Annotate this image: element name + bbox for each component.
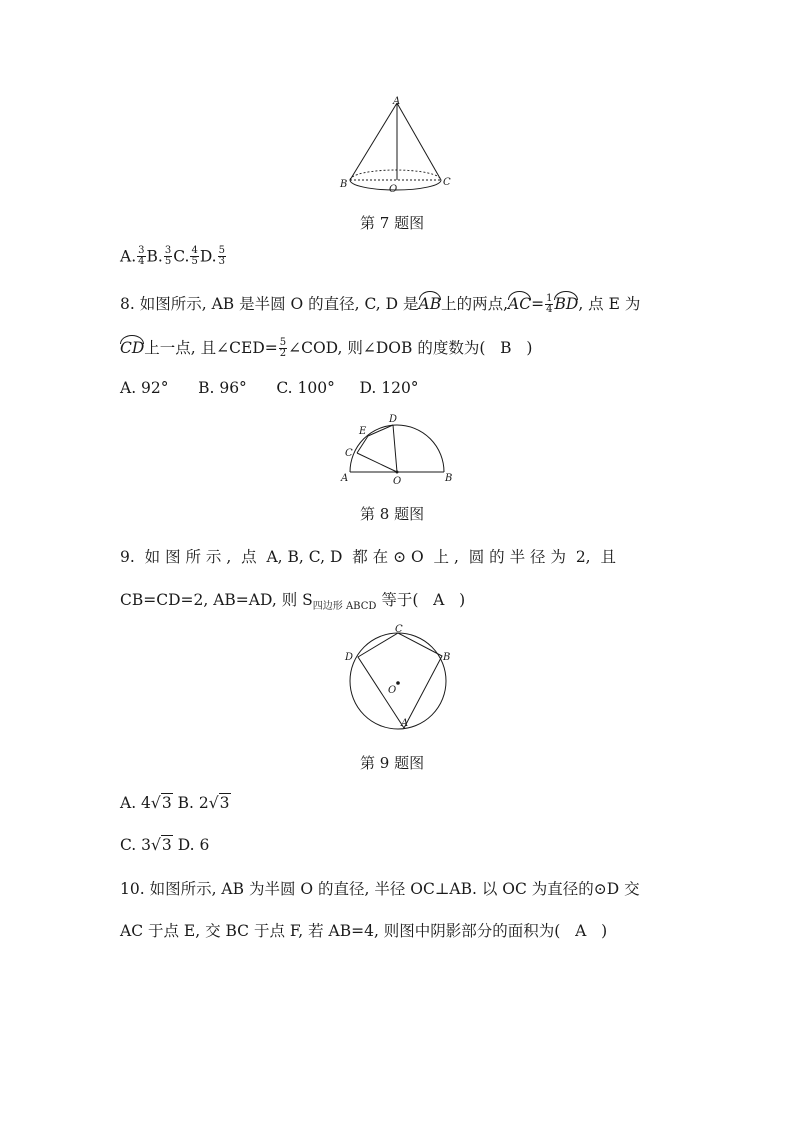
q10-line-2: AC 于点 E, 交 BC 于点 F, 若 AB=4, 则图中阴影部分的面积为( A ) bbox=[120, 922, 608, 940]
label-a: A bbox=[393, 96, 401, 107]
q9-line-2: CB=CD=2, AB=AD, 则 $S_{四边形 ABCD}$ 等于( A ) bbox=[120, 591, 466, 612]
label-d: D bbox=[345, 652, 354, 663]
q8-answer: B bbox=[500, 339, 512, 357]
figure-7-caption: 第 7 题图 bbox=[360, 214, 425, 232]
q7-options: A. $\frac{3}{4}$ B. $\frac{3}{5}$ C. $\frac{4}{5}$ D. $\frac{5}{3}$ bbox=[120, 245, 225, 267]
label-o: O bbox=[389, 184, 398, 195]
q9-line-1: 9. 如 图 所 示 , 点 A, B, C, D 都 在 ⊙ O 上 , 圆 的 半 径 为 2, 且 bbox=[120, 548, 616, 566]
label-e: E bbox=[359, 426, 367, 437]
label-c: C bbox=[395, 624, 403, 635]
q10-answer: A bbox=[575, 922, 587, 940]
label-o: O bbox=[388, 685, 397, 696]
q8-options: A. 92° B. 96° C. 100° D. 120° bbox=[120, 379, 419, 397]
label-c: C bbox=[443, 177, 451, 188]
q9-options-cd: C. 3√3 D. 6 bbox=[120, 836, 210, 854]
q8-line-2: CD上一点, 且∠CED= $\frac{5}{2}$ ∠COD, 则∠DOB 的度数为( B ) bbox=[120, 336, 533, 359]
q9-answer: A bbox=[433, 591, 445, 609]
q8-line-1: 8. 如图所示, AB 是半圆 O 的直径, C, D 是AB上的两点,AC= $\frac{1}{4}$ BD, 点 E 为 bbox=[120, 292, 641, 315]
q10-line-1: 10. 如图所示, AB 为半圆 O 的直径, 半径 OC⊥AB. 以 OC 为直径的⊙D 交 bbox=[120, 880, 640, 898]
label-c: C bbox=[345, 448, 353, 459]
label-o: O bbox=[393, 476, 402, 485]
label-d: D bbox=[389, 414, 398, 425]
figure-8-semicircle bbox=[335, 410, 460, 485]
label-b: B bbox=[443, 652, 451, 663]
figure-9-circle bbox=[340, 622, 460, 734]
label-b: B bbox=[445, 473, 453, 484]
figure-9-caption: 第 9 题图 bbox=[360, 754, 425, 772]
label-a: A bbox=[401, 718, 409, 729]
figure-8-caption: 第 8 题图 bbox=[360, 505, 425, 523]
label-a: A bbox=[341, 473, 349, 484]
figure-7-cone bbox=[335, 95, 460, 200]
q9-options-ab: A. 4√3 B. 2√3 bbox=[120, 794, 230, 812]
label-b: B bbox=[340, 179, 348, 190]
